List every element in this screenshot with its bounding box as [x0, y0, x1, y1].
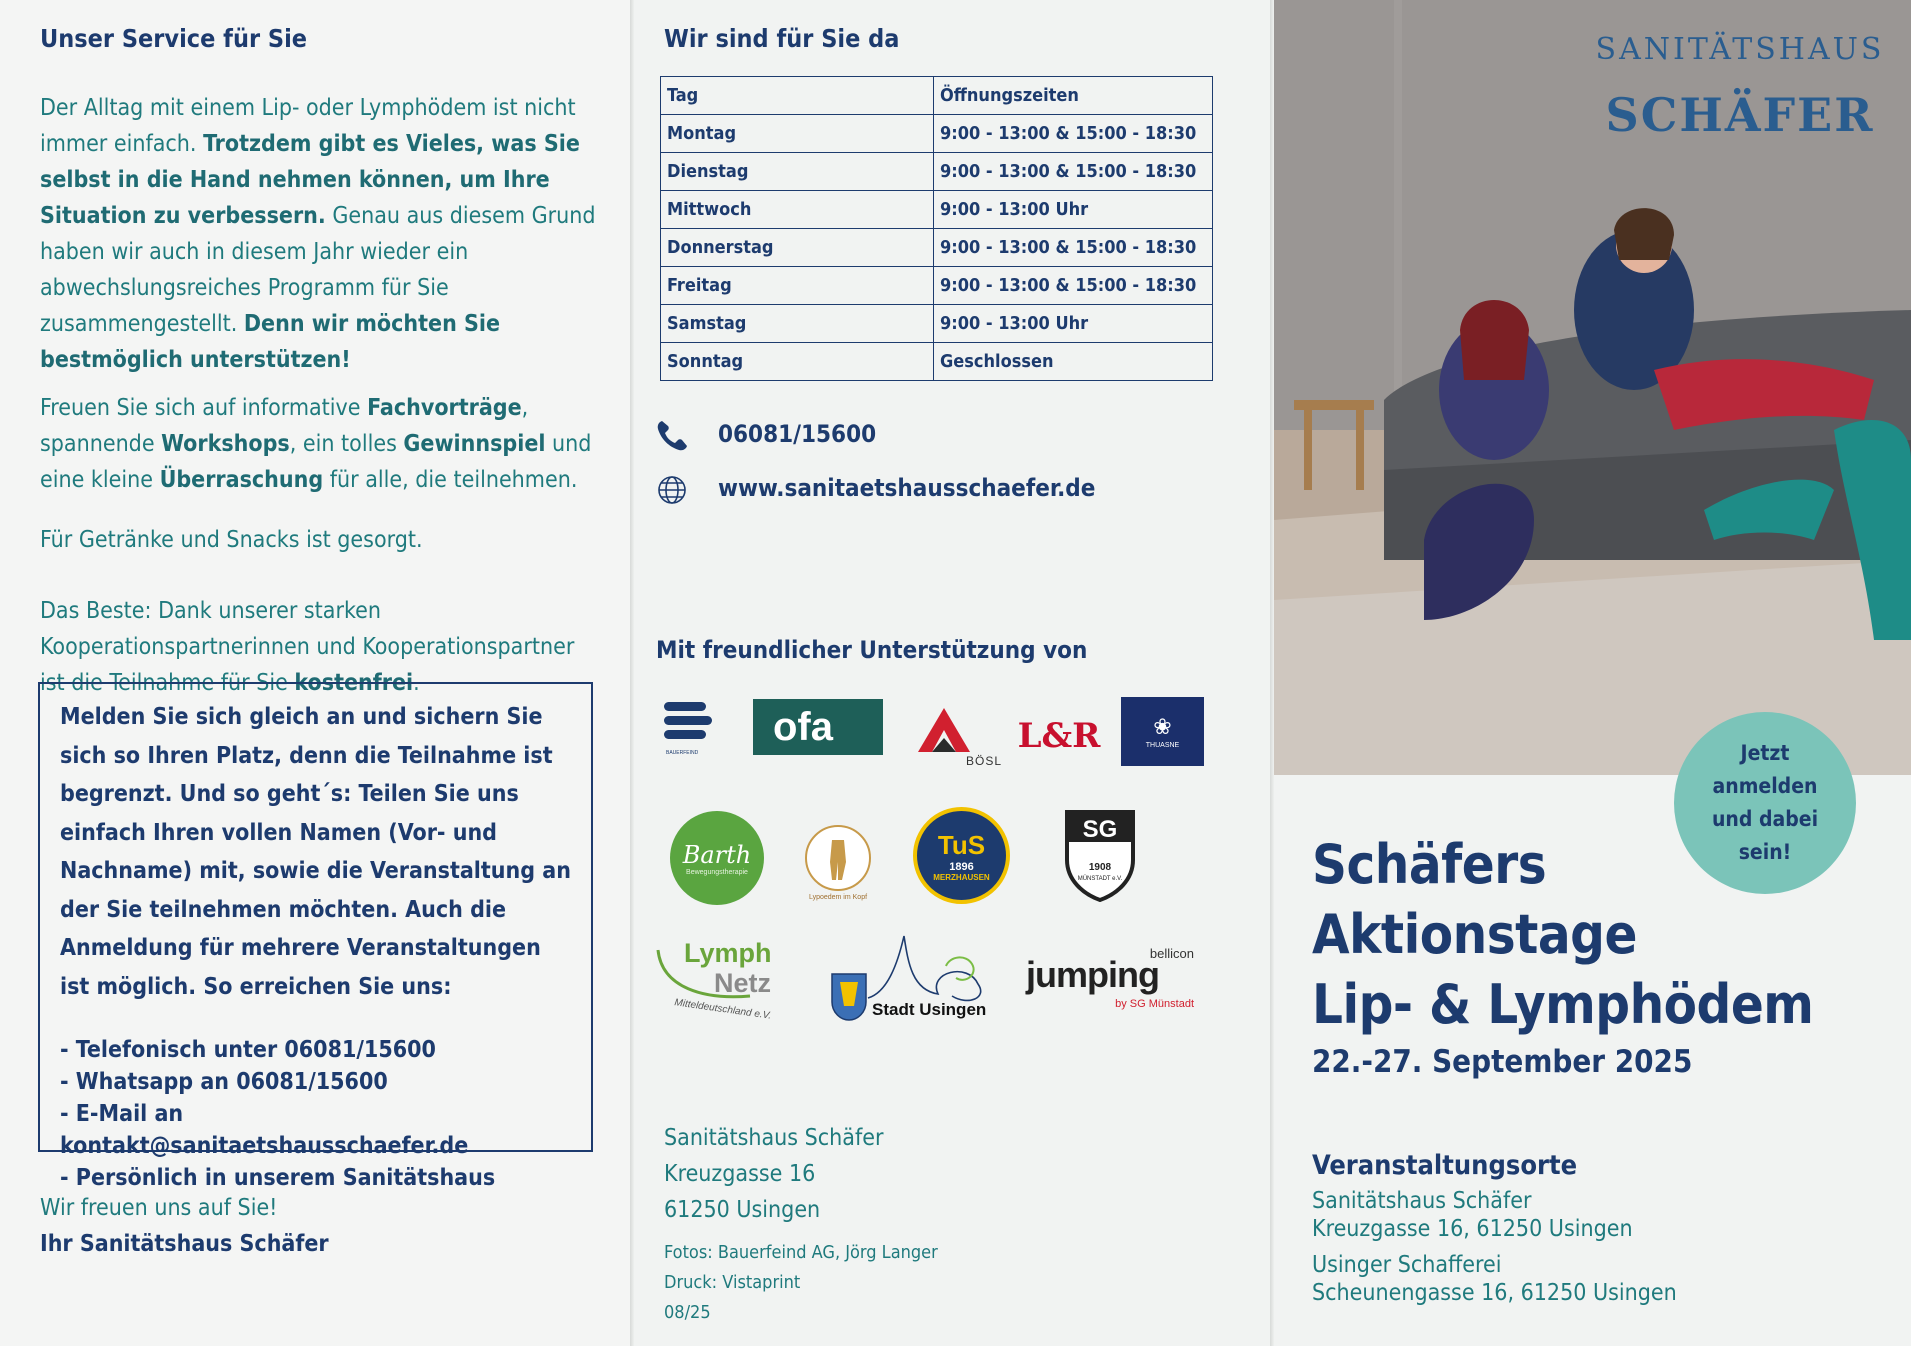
cell-day: Montag: [661, 115, 934, 153]
sg-name: MÜNSTADT e.V.: [1077, 876, 1123, 882]
cell-hours: 9:00 - 13:00 & 15:00 - 18:30: [934, 229, 1213, 267]
stadt-usingen-logo: [828, 932, 1000, 1024]
cell-day: Samstag: [661, 305, 934, 343]
badge-line: und dabei: [1711, 807, 1819, 831]
badge-line: sein!: [1738, 840, 1792, 864]
venue-address: Scheunengasse 16, 61250 Usingen: [1312, 1280, 1677, 1306]
venues-heading: Veranstaltungsorte: [1312, 1150, 1578, 1181]
website-url: www.sanitaetshausschaefer.de: [718, 474, 1096, 502]
imprint: [664, 1120, 938, 1328]
table-row: [661, 267, 1213, 305]
cover-title: [1312, 830, 1813, 1080]
registration-text: Melden Sie sich gleich an und sichern Sie sich so Ihren Platz, denn die Teilnahme ist begrenzt. Und so geht´s: Teilen Sie uns einfach Ihren vollen Namen (Vor- und Nachname) mit, sowie die Veranstaltung an der Sie teilnehmen möchten. Auch die Anmeldung für mehrere Veranstaltungen ist möglich. So erreichen Sie uns:: [60, 704, 571, 1000]
cell-hours: 9:00 - 13:00 & 15:00 - 18:30: [934, 115, 1213, 153]
boesl-text: BÖSL: [965, 754, 1002, 768]
tus-text: TuS: [937, 829, 986, 860]
jumping-subtext: by SG Münstadt: [1115, 998, 1194, 1010]
cell-hours: 9:00 - 13:00 Uhr: [934, 305, 1213, 343]
credit-line: 08/25: [664, 1302, 711, 1323]
cell-hours: 9:00 - 13:00 & 15:00 - 18:30: [934, 153, 1213, 191]
lypoedem-text: Lypoedem im Kopf: [808, 893, 868, 901]
invite-text-8: Überraschung: [159, 467, 324, 493]
registration-list: [60, 1034, 571, 1194]
lymph-text: Lymph: [684, 938, 772, 968]
column-header-hours: Öffnungszeiten: [934, 77, 1213, 115]
imprint-line: Kreuzgasse 16: [664, 1161, 816, 1187]
service-invite: [40, 390, 600, 498]
sg-year: 1908: [1088, 862, 1112, 873]
boesl-logo: [910, 704, 1002, 768]
invite-text-1: Freuen Sie sich auf informative: [40, 395, 368, 421]
lypoedem-emblem-icon: [802, 822, 874, 894]
table-row: [661, 343, 1213, 381]
jumping-logo: [1026, 946, 1194, 1012]
cell-hours: 9:00 - 13:00 & 15:00 - 18:30: [934, 267, 1213, 305]
invite-text-3: , spannende: [40, 395, 529, 457]
credits: [664, 1238, 938, 1328]
closing-line-1: Wir freuen uns auf Sie!: [40, 1195, 278, 1221]
best-text-2: kostenfrei: [294, 670, 414, 696]
invite-text-9: für alle, die teilnehmen.: [323, 467, 578, 493]
sponsors-heading: Mit freundlicher Unterstützung von: [656, 636, 1088, 664]
event-dates: 22.-27. September 2025: [1312, 1044, 1693, 1080]
thuasne-text: THUASNE: [1145, 742, 1180, 749]
registration-box: [38, 682, 593, 1191]
title-line: Aktionstage: [1312, 903, 1637, 966]
invite-text-2: Fachvorträge: [367, 395, 522, 421]
title-line: Lip- & Lymphödem: [1312, 973, 1814, 1036]
ofa-text: ofa: [773, 704, 833, 749]
cell-day: Freitag: [661, 267, 934, 305]
table-header-row: [661, 77, 1213, 115]
contact-heading: Wir sind für Sie da: [664, 24, 900, 53]
lymphnetz-logo: [654, 938, 784, 1026]
service-heading: Unser Service für Sie: [40, 24, 308, 53]
sg-muenstadt-logo: [1057, 806, 1143, 904]
barth-text: Barth: [682, 840, 752, 869]
netz-text: Netz: [714, 968, 772, 998]
badge-line: Jetzt: [1740, 741, 1790, 765]
cell-day: Donnerstag: [661, 229, 934, 267]
list-item: - Persönlich in unserem Sanitätshaus: [60, 1165, 496, 1191]
service-intro: [40, 90, 600, 378]
lr-text: L&R: [1017, 716, 1101, 756]
thuasne-logo: [1121, 697, 1204, 766]
column-header-day: Tag: [661, 77, 934, 115]
tus-merzhausen-logo: [913, 807, 1010, 904]
table-row: [661, 115, 1213, 153]
invite-text-6: Gewinnspiel: [403, 431, 546, 457]
venue-name: Sanitätshaus Schäfer: [1312, 1188, 1532, 1214]
table-row: [661, 191, 1213, 229]
title-line: Schäfers: [1312, 833, 1547, 896]
intro-text-4: Denn wir möchten Sie bestmöglich unterstützen!: [40, 311, 501, 373]
list-item: - E-Mail an kontakt@sanitaetshausschaefer.de: [60, 1101, 469, 1159]
imprint-line: 61250 Usingen: [664, 1197, 821, 1223]
closing: [40, 1190, 600, 1262]
closing-signature: Ihr Sanitätshaus Schäfer: [40, 1231, 329, 1257]
intro-text-1: Der Alltag mit einem Lip- oder Lymphödem ist nicht immer einfach.: [40, 95, 576, 157]
intro-text-2: Trotzdem gibt es Vieles, was Sie selbst in die Hand nehmen können, um Ihre Situation zu verbessern.: [40, 131, 580, 229]
phone-icon: [654, 418, 690, 454]
barth-logo: [670, 811, 764, 905]
venue-name: Usinger Schafferei: [1312, 1252, 1502, 1278]
invite-text-7: und eine kleine: [40, 431, 592, 493]
invite-text-5: , ein tolles: [289, 431, 404, 457]
table-row: [661, 153, 1213, 191]
intro-text-3: Genau aus diesem Grund haben wir auch in diesem Jahr wieder ein abwechslungsreiches Programm für Sie zusammengestellt.: [40, 203, 596, 337]
bauerfeind-logo: [660, 696, 716, 756]
table-row: [661, 305, 1213, 343]
cell-hours: 9:00 - 13:00 Uhr: [934, 191, 1213, 229]
globe-icon: [654, 472, 690, 508]
barth-subtext: Bewegungstherapie: [686, 868, 748, 876]
invite-text-4: Workshops: [161, 431, 290, 457]
tus-year: 1896: [949, 860, 974, 873]
logo-arc-text: SANITÄTSHAUS: [1595, 32, 1885, 67]
table-row: [661, 229, 1213, 267]
best-text-1: Das Beste: Dank unserer starken Kooperationspartnerinnen und Kooperationspartner ist die Teilnahme für Sie: [40, 598, 575, 696]
usingen-text: Stadt Usingen: [872, 1000, 987, 1019]
opening-hours-table: [660, 76, 1213, 381]
venue-address: Kreuzgasse 16, 61250 Usingen: [1312, 1216, 1633, 1242]
lymphnetz-region: Mitteldeutschland e.V.: [673, 997, 772, 1022]
bauerfeind-text: BAUERFEIND: [666, 750, 699, 756]
lr-logo: [1017, 712, 1101, 760]
thuasne-emblem-icon: ❀: [1153, 714, 1172, 739]
badge-line: anmelden: [1712, 774, 1818, 798]
service-snacks: Für Getränke und Snacks ist gesorgt.: [40, 527, 423, 553]
ofa-logo: [753, 699, 883, 755]
venues: [1312, 1150, 1677, 1315]
venue-item: [1312, 1251, 1677, 1307]
sg-text: SG: [1082, 816, 1118, 843]
cover-photo: [1274, 0, 1911, 775]
jumping-text: jumping: [1026, 954, 1159, 995]
cell-day: Mittwoch: [661, 191, 934, 229]
logo-main-text: SCHÄFER: [1605, 88, 1875, 142]
phone-number: 06081/15600: [718, 420, 877, 448]
imprint-line: Sanitätshaus Schäfer: [664, 1125, 884, 1151]
cell-hours: Geschlossen: [934, 343, 1213, 381]
credit-line: Fotos: Bauerfeind AG, Jörg Langer: [664, 1242, 938, 1263]
credit-line: Druck: Vistaprint: [664, 1272, 801, 1293]
venue-item: [1312, 1187, 1677, 1243]
schaefer-logo: [1590, 32, 1890, 152]
list-item: - Telefonisch unter 06081/15600: [60, 1037, 436, 1063]
cell-day: Dienstag: [661, 153, 934, 191]
lypoedem-logo: [791, 814, 885, 908]
bellicon-text: bellicon: [1149, 946, 1194, 961]
list-item: - Whatsapp an 06081/15600: [60, 1069, 388, 1095]
best-text-3: .: [413, 670, 420, 696]
tus-name: MERZHAUSEN: [933, 872, 990, 882]
cell-day: Sonntag: [661, 343, 934, 381]
